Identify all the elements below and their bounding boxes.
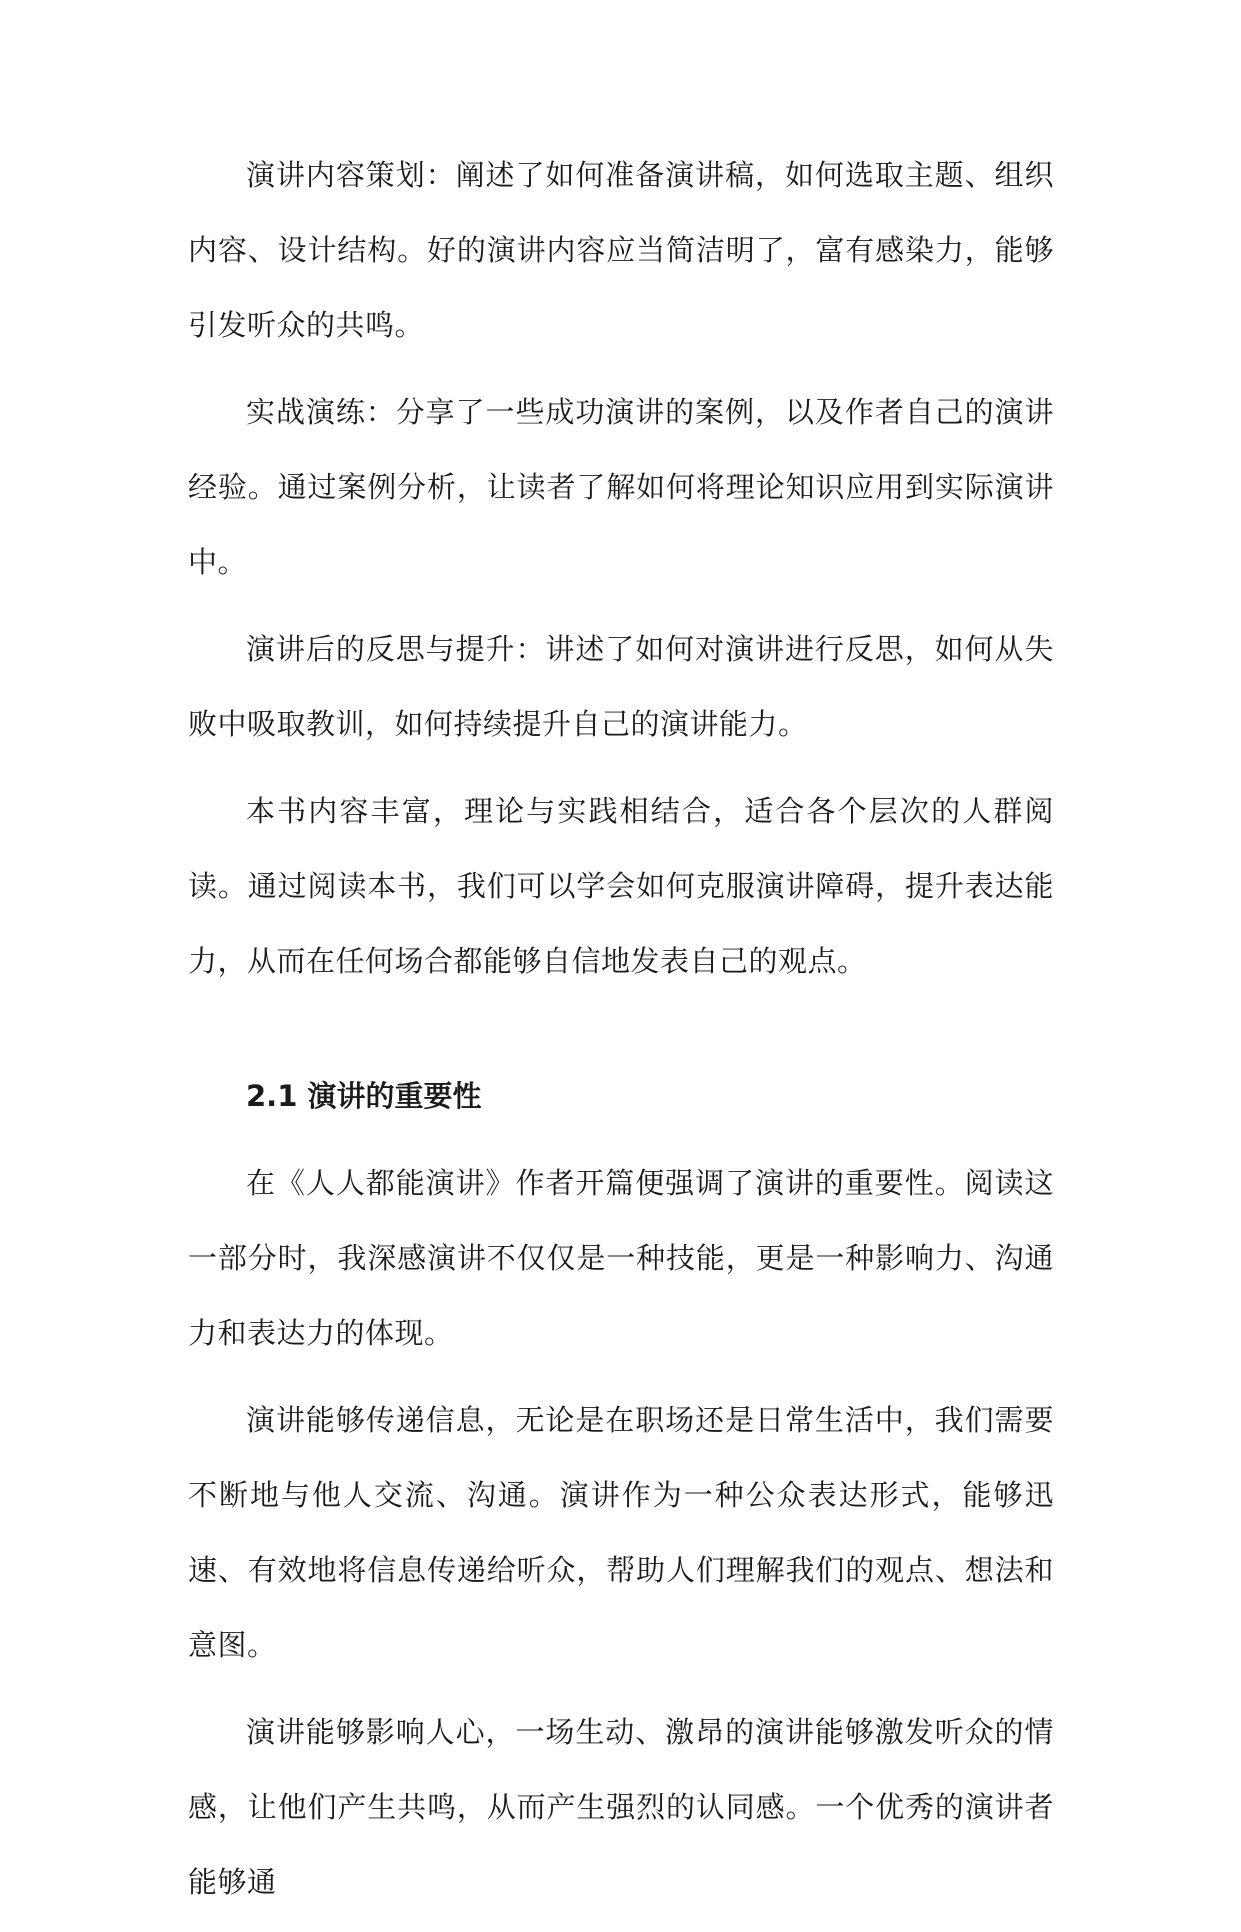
paragraph-book-summary: 本书内容丰富，理论与实践相结合，适合各个层次的人群阅读。通过阅读本书，我们可以学会如何克服演讲障碍，提升表达能力，从而在任何场合都能够自信地发表自己的观点。	[188, 794, 1054, 978]
section-heading: 2.1 演讲的重要性	[246, 1079, 482, 1113]
paragraph-reflection: 演讲后的反思与提升：讲述了如何对演讲进行反思，如何从失败中吸取教训，如何持续提升自己的演讲能力。	[188, 632, 1054, 741]
paragraph-convey-information: 演讲能够传递信息，无论是在职场还是日常生活中，我们需要不断地与他人交流、沟通。演讲作为一种公众表达形式，能够迅速、有效地将信息传递给听众，帮助人们理解我们的观点、想法和意图。	[188, 1403, 1054, 1662]
paragraph-influence-hearts: 演讲能够影响人心，一场生动、激昂的演讲能够激发听众的情感，让他们产生共鸣，从而产生强烈的认同感。一个优秀的演讲者能够通	[188, 1715, 1054, 1899]
paragraph-content-planning: 演讲内容策划：阐述了如何准备演讲稿，如何选取主题、组织内容、设计结构。好的演讲内容应当简洁明了，富有感染力，能够引发听众的共鸣。	[188, 158, 1054, 342]
paragraph-practice: 实战演练：分享了一些成功演讲的案例，以及作者自己的演讲经验。通过案例分析，让读者了解如何将理论知识应用到实际演讲中。	[188, 395, 1054, 579]
document-body	[188, 138, 1054, 1932]
paragraph-importance-intro: 在《人人都能演讲》作者开篇便强调了演讲的重要性。阅读这一部分时，我深感演讲不仅仅是一种技能，更是一种影响力、沟通力和表达力的体现。	[188, 1166, 1054, 1350]
